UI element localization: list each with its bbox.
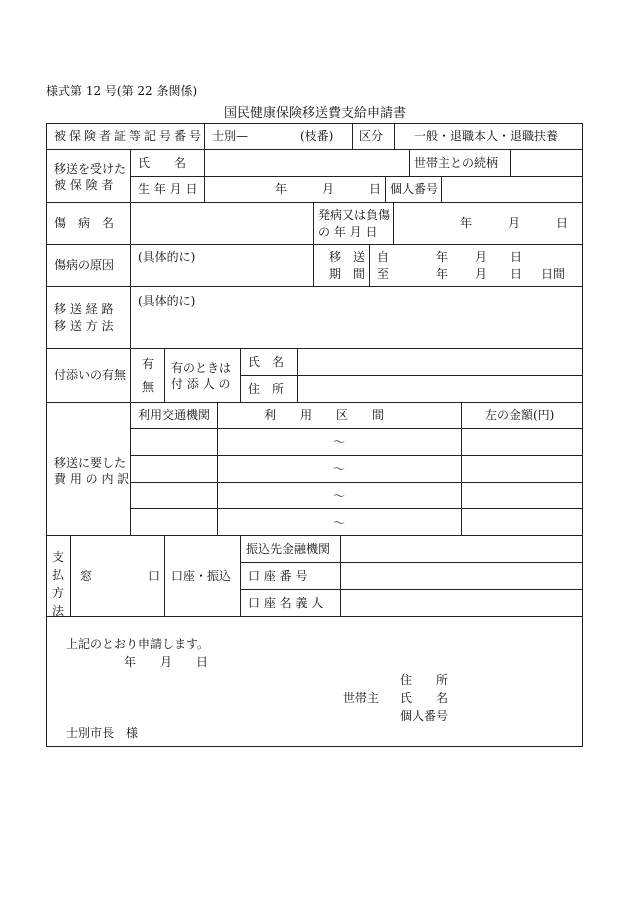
attendant-yes: 有 (142, 357, 155, 371)
payment-window: 窓 (80, 569, 93, 583)
insured-label-line2: 被 保 険 者 (54, 178, 114, 192)
category-options: 一般・退職本人・退職扶養 (414, 129, 559, 143)
period-label-line1: 移 送 (329, 250, 366, 264)
dob-year: 年 (275, 182, 288, 196)
insurance-number-label: 被保険者証等記号番号 (54, 129, 205, 143)
payment-window-end: 口 (148, 569, 161, 583)
period-to-day: 日 (510, 267, 523, 281)
period-from: 自 (377, 250, 390, 264)
route-label-line1: 移 送 経 路 (54, 302, 114, 316)
cause-label: 傷病の原因 (54, 258, 115, 272)
declaration-month: 月 (160, 655, 173, 669)
period-to-month: 月 (475, 267, 488, 281)
attendant-when-line2: 付 添 人 の (171, 377, 231, 391)
period-from-year: 年 (436, 250, 449, 264)
insured-label-line1: 移送を受けた (54, 162, 127, 176)
period-to: 至 (377, 267, 390, 281)
applicant-address-label: 住 所 (400, 673, 449, 687)
attendant-no: 無 (142, 380, 155, 394)
period-label-line2: 期 間 (329, 267, 366, 281)
period-to-year: 年 (436, 267, 449, 281)
section-tilde-2: ～ (333, 462, 346, 476)
section-tilde-3: ～ (333, 489, 346, 503)
onset-year: 年 (460, 216, 473, 230)
section-tilde-4: ～ (333, 516, 346, 530)
addressee: 士別市長 様 (66, 726, 139, 740)
payment-method-label: 支払方法 (52, 550, 65, 618)
insurance-prefix: 士別— (212, 129, 249, 143)
onset-day: 日 (556, 216, 569, 230)
dob-month: 月 (322, 182, 335, 196)
account-number-label: 口 座 番 号 (248, 569, 308, 583)
col-amount-header: 左の金額(円) (485, 408, 555, 422)
attendant-address-label: 住 所 (248, 382, 285, 396)
payment-transfer: 口座・振込 (171, 569, 232, 583)
declaration-text: 上記のとおり申請します。 (66, 637, 210, 651)
costs-label-line2: 費 用 の 内 訳 (54, 472, 130, 486)
householder-label: 世帯主 (343, 691, 380, 705)
account-holder-label: 口 座 名 義 人 (248, 596, 324, 610)
col-transport-header: 利用交通機関 (138, 408, 211, 422)
branch-number-label: (枝番) (300, 129, 334, 143)
attendant-label: 付添いの有無 (54, 368, 127, 382)
col-section-header: 利 用 区 間 (264, 408, 385, 422)
relation-label: 世帯主との続柄 (414, 156, 499, 170)
attendant-when-line1: 有のときは (171, 361, 232, 375)
form-title: 国民健康保険移送費支給申請書 (223, 106, 406, 121)
category-label: 区分 (359, 129, 384, 143)
period-from-day: 日 (510, 250, 523, 264)
bank-label: 振込先金融機関 (246, 542, 331, 556)
insured-name-label: 氏 名 (138, 156, 187, 170)
applicant-personal-number-label: 個人番号 (400, 709, 449, 723)
period-from-month: 月 (475, 250, 488, 264)
illness-label: 傷 病 名 (54, 216, 115, 230)
dob-label: 生 年 月 日 (138, 182, 198, 196)
applicant-name-label: 氏 名 (400, 691, 449, 705)
route-label-line2: 移 送 方 法 (54, 319, 114, 333)
attendant-name-label: 氏 名 (248, 355, 285, 369)
onset-label-line2: の 年 月 日 (318, 225, 378, 239)
declaration-day: 日 (196, 655, 209, 669)
route-specific-note: (具体的に) (138, 294, 196, 308)
onset-label-line1: 発病又は負傷 (318, 208, 391, 222)
period-days: 日間 (541, 267, 566, 281)
form-number: 様式第 12 号(第 22 条関係) (46, 84, 198, 98)
declaration-year: 年 (124, 655, 137, 669)
section-tilde-1: ～ (333, 435, 346, 449)
personal-number-label: 個人番号 (390, 182, 439, 196)
onset-month: 月 (508, 216, 521, 230)
cause-specific-note: (具体的に) (138, 250, 196, 264)
costs-label-line1: 移送に要した (54, 456, 127, 470)
dob-day: 日 (369, 182, 382, 196)
